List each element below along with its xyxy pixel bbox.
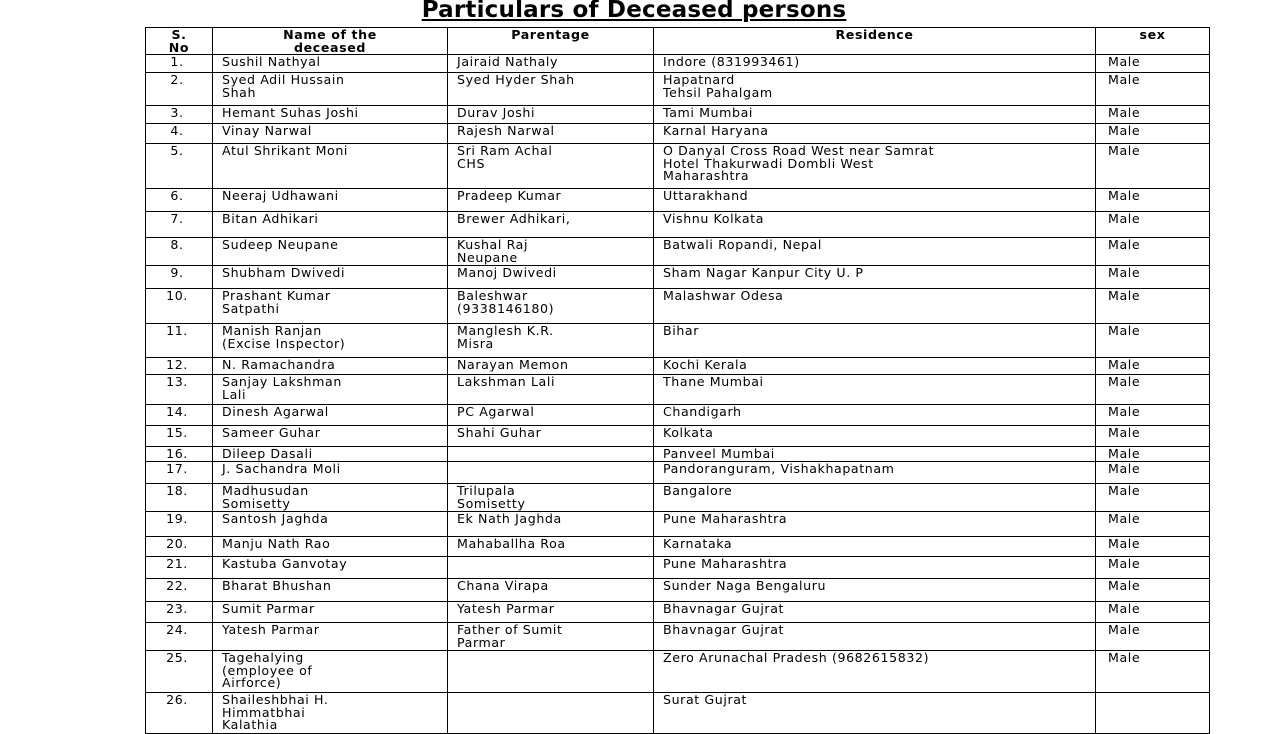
cell-serial-number: 11. bbox=[146, 324, 213, 358]
cell-sex: Male bbox=[1096, 512, 1210, 537]
cell-name: Hemant Suhas Joshi bbox=[213, 106, 448, 124]
cell-sex bbox=[1096, 693, 1210, 734]
cell-name: Dinesh Agarwal bbox=[213, 405, 448, 426]
cell-serial-number: 16. bbox=[146, 447, 213, 462]
cell-serial-number: 12. bbox=[146, 358, 213, 375]
cell-name: Manish Ranjan (Excise Inspector) bbox=[213, 324, 448, 358]
table-row bbox=[146, 602, 1210, 623]
cell-sex: Male bbox=[1096, 238, 1210, 266]
cell-parentage: Durav Joshi bbox=[448, 106, 654, 124]
cell-name: Shaileshbhai H. Himmatbhai Kalathia bbox=[213, 693, 448, 734]
cell-name: Dileep Dasali bbox=[213, 447, 448, 462]
cell-serial-number: 3. bbox=[146, 106, 213, 124]
cell-parentage: Syed Hyder Shah bbox=[448, 73, 654, 106]
table-header-row bbox=[146, 28, 1210, 55]
cell-sex: Male bbox=[1096, 447, 1210, 462]
cell-serial-number: 26. bbox=[146, 693, 213, 734]
cell-sex: Male bbox=[1096, 579, 1210, 602]
table-row bbox=[146, 484, 1210, 512]
cell-serial-number: 25. bbox=[146, 651, 213, 693]
cell-serial-number: 8. bbox=[146, 238, 213, 266]
cell-parentage: Narayan Memon bbox=[448, 358, 654, 375]
table-row bbox=[146, 426, 1210, 447]
cell-name: Neeraj Udhawani bbox=[213, 189, 448, 212]
cell-sex: Male bbox=[1096, 602, 1210, 623]
cell-sex: Male bbox=[1096, 212, 1210, 238]
cell-residence: Bangalore bbox=[654, 484, 1096, 512]
cell-residence: Chandigarh bbox=[654, 405, 1096, 426]
cell-name: N. Ramachandra bbox=[213, 358, 448, 375]
table-row bbox=[146, 623, 1210, 651]
cell-residence: Sunder Naga Bengaluru bbox=[654, 579, 1096, 602]
cell-parentage: Trilupala Somisetty bbox=[448, 484, 654, 512]
cell-serial-number: 9. bbox=[146, 266, 213, 289]
cell-serial-number: 13. bbox=[146, 375, 213, 405]
cell-parentage: Father of Sumit Parmar bbox=[448, 623, 654, 651]
cell-residence: Uttarakhand bbox=[654, 189, 1096, 212]
table-row bbox=[146, 266, 1210, 289]
table-row bbox=[146, 512, 1210, 537]
cell-sex: Male bbox=[1096, 144, 1210, 189]
cell-residence: Malashwar Odesa bbox=[654, 289, 1096, 324]
table-body bbox=[146, 55, 1210, 734]
table-row bbox=[146, 324, 1210, 358]
cell-name: Shubham Dwivedi bbox=[213, 266, 448, 289]
cell-parentage: Brewer Adhikari, bbox=[448, 212, 654, 238]
cell-name: Tagehalying (employee of Airforce) bbox=[213, 651, 448, 693]
cell-parentage: Mahaballha Roa bbox=[448, 537, 654, 557]
cell-sex: Male bbox=[1096, 426, 1210, 447]
cell-residence: Hapatnard Tehsil Pahalgam bbox=[654, 73, 1096, 106]
cell-residence: Kochi Kerala bbox=[654, 358, 1096, 375]
cell-name: Sameer Guhar bbox=[213, 426, 448, 447]
cell-serial-number: 5. bbox=[146, 144, 213, 189]
cell-name: Kastuba Ganvotay bbox=[213, 557, 448, 579]
cell-parentage: Ek Nath Jaghda bbox=[448, 512, 654, 537]
cell-sex: Male bbox=[1096, 266, 1210, 289]
cell-sex: Male bbox=[1096, 124, 1210, 144]
cell-serial-number: 14. bbox=[146, 405, 213, 426]
cell-name: Madhusudan Somisetty bbox=[213, 484, 448, 512]
cell-residence: Tami Mumbai bbox=[654, 106, 1096, 124]
cell-sex: Male bbox=[1096, 189, 1210, 212]
cell-serial-number: 17. bbox=[146, 462, 213, 484]
cell-serial-number: 18. bbox=[146, 484, 213, 512]
cell-serial-number: 19. bbox=[146, 512, 213, 537]
cell-residence: Kolkata bbox=[654, 426, 1096, 447]
cell-parentage: Yatesh Parmar bbox=[448, 602, 654, 623]
cell-serial-number: 6. bbox=[146, 189, 213, 212]
cell-parentage: Jairaid Nathaly bbox=[448, 55, 654, 73]
cell-serial-number: 22. bbox=[146, 579, 213, 602]
header-name: Name of the deceased bbox=[213, 28, 448, 55]
header-serial-number: S. No bbox=[146, 28, 213, 55]
cell-parentage bbox=[448, 651, 654, 693]
cell-sex: Male bbox=[1096, 73, 1210, 106]
cell-sex: Male bbox=[1096, 557, 1210, 579]
cell-parentage bbox=[448, 462, 654, 484]
table-row bbox=[146, 238, 1210, 266]
cell-name: Sushil Nathyal bbox=[213, 55, 448, 73]
cell-residence: Pune Maharashtra bbox=[654, 557, 1096, 579]
cell-name: Bitan Adhikari bbox=[213, 212, 448, 238]
cell-residence: Bhavnagar Gujrat bbox=[654, 602, 1096, 623]
cell-parentage: Rajesh Narwal bbox=[448, 124, 654, 144]
table-row bbox=[146, 144, 1210, 189]
table-row bbox=[146, 537, 1210, 557]
cell-residence: Zero Arunachal Pradesh (9682615832) bbox=[654, 651, 1096, 693]
cell-serial-number: 7. bbox=[146, 212, 213, 238]
cell-serial-number: 1. bbox=[146, 55, 213, 73]
cell-serial-number: 23. bbox=[146, 602, 213, 623]
cell-sex: Male bbox=[1096, 484, 1210, 512]
document-title: Particulars of Deceased persons bbox=[421, 0, 847, 23]
table-row bbox=[146, 106, 1210, 124]
cell-sex: Male bbox=[1096, 106, 1210, 124]
cell-residence: Bihar bbox=[654, 324, 1096, 358]
cell-parentage: Manoj Dwivedi bbox=[448, 266, 654, 289]
cell-sex: Male bbox=[1096, 324, 1210, 358]
cell-name: Yatesh Parmar bbox=[213, 623, 448, 651]
cell-residence: Panveel Mumbai bbox=[654, 447, 1096, 462]
cell-name: Sanjay Lakshman Lali bbox=[213, 375, 448, 405]
cell-sex: Male bbox=[1096, 537, 1210, 557]
cell-sex: Male bbox=[1096, 55, 1210, 73]
cell-name: Manju Nath Rao bbox=[213, 537, 448, 557]
cell-parentage: Manglesh K.R. Misra bbox=[448, 324, 654, 358]
cell-name: Syed Adil Hussain Shah bbox=[213, 73, 448, 106]
header-sex: sex bbox=[1096, 28, 1210, 55]
cell-parentage: PC Agarwal bbox=[448, 405, 654, 426]
cell-name: Atul Shrikant Moni bbox=[213, 144, 448, 189]
cell-parentage: Baleshwar (9338146180) bbox=[448, 289, 654, 324]
table-row bbox=[146, 289, 1210, 324]
cell-parentage bbox=[448, 557, 654, 579]
table-row bbox=[146, 557, 1210, 579]
deceased-persons-table bbox=[145, 27, 1210, 734]
table-row bbox=[146, 651, 1210, 693]
cell-residence: Sham Nagar Kanpur City U. P bbox=[654, 266, 1096, 289]
cell-parentage: Shahi Guhar bbox=[448, 426, 654, 447]
cell-residence: Surat Gujrat bbox=[654, 693, 1096, 734]
cell-sex: Male bbox=[1096, 462, 1210, 484]
header-parentage: Parentage bbox=[448, 28, 654, 55]
cell-sex: Male bbox=[1096, 358, 1210, 375]
table-row bbox=[146, 73, 1210, 106]
cell-residence: Vishnu Kolkata bbox=[654, 212, 1096, 238]
cell-serial-number: 15. bbox=[146, 426, 213, 447]
table-row bbox=[146, 212, 1210, 238]
cell-serial-number: 4. bbox=[146, 124, 213, 144]
cell-parentage: Sri Ram Achal CHS bbox=[448, 144, 654, 189]
table-row bbox=[146, 55, 1210, 73]
table-row bbox=[146, 405, 1210, 426]
cell-serial-number: 20. bbox=[146, 537, 213, 557]
cell-residence: O Danyal Cross Road West near Samrat Hotel Thakurwadi Dombli West Maharashtra bbox=[654, 144, 1096, 189]
table-row bbox=[146, 447, 1210, 462]
cell-residence: Karnal Haryana bbox=[654, 124, 1096, 144]
cell-name: Sudeep Neupane bbox=[213, 238, 448, 266]
table-row bbox=[146, 579, 1210, 602]
cell-parentage: Pradeep Kumar bbox=[448, 189, 654, 212]
cell-name: J. Sachandra Moli bbox=[213, 462, 448, 484]
cell-serial-number: 21. bbox=[146, 557, 213, 579]
cell-serial-number: 2. bbox=[146, 73, 213, 106]
table-row bbox=[146, 375, 1210, 405]
cell-parentage: Chana Virapa bbox=[448, 579, 654, 602]
cell-residence: Pandoranguram, Vishakhapatnam bbox=[654, 462, 1096, 484]
cell-sex: Male bbox=[1096, 289, 1210, 324]
cell-name: Vinay Narwal bbox=[213, 124, 448, 144]
cell-sex: Male bbox=[1096, 623, 1210, 651]
cell-residence: Indore (831993461) bbox=[654, 55, 1096, 73]
cell-residence: Pune Maharashtra bbox=[654, 512, 1096, 537]
table-row bbox=[146, 693, 1210, 734]
cell-name: Bharat Bhushan bbox=[213, 579, 448, 602]
cell-serial-number: 24. bbox=[146, 623, 213, 651]
cell-residence: Thane Mumbai bbox=[654, 375, 1096, 405]
cell-residence: Batwali Ropandi, Nepal bbox=[654, 238, 1096, 266]
table-row bbox=[146, 124, 1210, 144]
cell-name: Santosh Jaghda bbox=[213, 512, 448, 537]
table-row bbox=[146, 358, 1210, 375]
table-row bbox=[146, 189, 1210, 212]
header-residence: Residence bbox=[654, 28, 1096, 55]
cell-parentage: Lakshman Lali bbox=[448, 375, 654, 405]
table-row bbox=[146, 462, 1210, 484]
cell-serial-number: 10. bbox=[146, 289, 213, 324]
cell-parentage: Kushal Raj Neupane bbox=[448, 238, 654, 266]
cell-sex: Male bbox=[1096, 651, 1210, 693]
cell-parentage bbox=[448, 447, 654, 462]
cell-residence: Karnataka bbox=[654, 537, 1096, 557]
cell-sex: Male bbox=[1096, 405, 1210, 426]
cell-residence: Bhavnagar Gujrat bbox=[654, 623, 1096, 651]
cell-name: Sumit Parmar bbox=[213, 602, 448, 623]
cell-name: Prashant Kumar Satpathi bbox=[213, 289, 448, 324]
cell-sex: Male bbox=[1096, 375, 1210, 405]
cell-parentage bbox=[448, 693, 654, 734]
